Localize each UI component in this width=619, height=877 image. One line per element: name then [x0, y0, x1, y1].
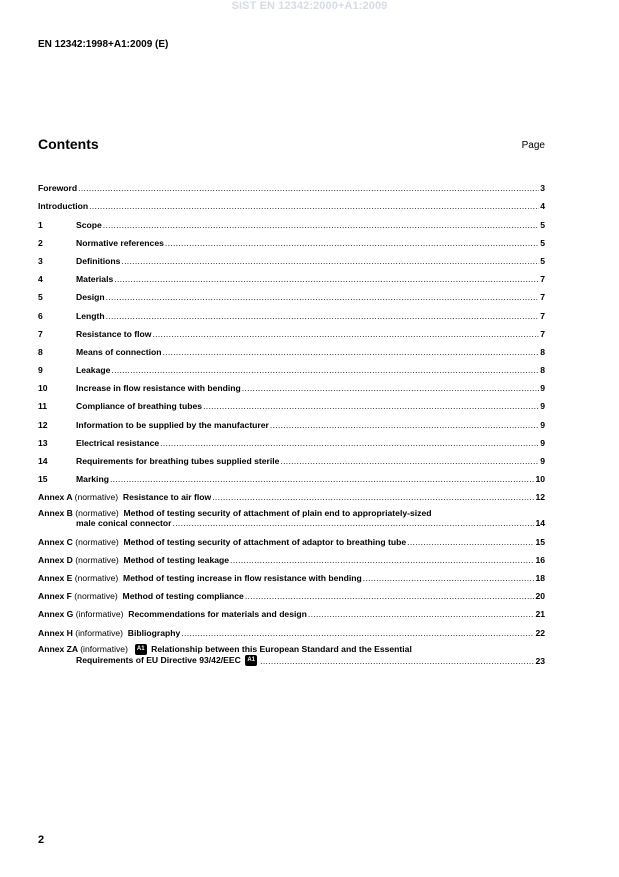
toc-annex-c[interactable]: Annex C (normative) Method of testing security of attachment of adaptor to breathing tube ..... 15	[38, 528, 545, 546]
dot-leader	[78, 183, 539, 193]
toc-entry[interactable]: 9 Leakage ..... 8	[38, 357, 545, 375]
dot-leader	[173, 518, 535, 528]
dot-leader	[245, 591, 535, 601]
toc-entry[interactable]: 15 Marking ..... 10	[38, 466, 545, 484]
toc-annex-za[interactable]: Annex ZA (informative) A1 Relationship between this European Standard and the Essential Requirements of EU Directive 93/42/EEC A1 ..... 23	[38, 638, 545, 666]
dot-leader	[280, 456, 539, 466]
dot-leader	[106, 292, 540, 302]
dot-leader	[308, 609, 535, 619]
toc-entry[interactable]: 4 Materials ..... 7	[38, 266, 545, 284]
dot-leader	[160, 438, 539, 448]
page-column-label: Page	[521, 140, 545, 151]
toc-annex-b[interactable]: Annex B (normative) Method of testing security of attachment of plain end to appropriately-sized male conical connector ..... 14	[38, 502, 545, 528]
amendment-start-marker-icon: A1	[135, 644, 147, 655]
dot-leader	[162, 347, 539, 357]
toc-annex-g[interactable]: Annex G (informative) Recommendations for materials and design ..... 21	[38, 601, 545, 619]
toc-annex-a[interactable]: Annex A (normative) Resistance to air flow ..... 12	[38, 484, 545, 502]
toc-entry[interactable]: 11 Compliance of breathing tubes ..... 9	[38, 393, 545, 411]
toc-entry[interactable]: 10 Increase in flow resistance with bending ..... 9	[38, 375, 545, 393]
toc-entry[interactable]: 14 Requirements for breathing tubes supplied sterile ..... 9	[38, 448, 545, 466]
dot-leader	[103, 220, 539, 230]
toc-entry[interactable]: 5 Design ..... 7	[38, 284, 545, 302]
toc-entry[interactable]: 7 Resistance to flow ..... 7	[38, 321, 545, 339]
dot-leader	[407, 537, 534, 547]
toc-entry-foreword[interactable]: Foreword ..... 3	[38, 175, 545, 193]
dot-leader	[260, 656, 534, 666]
dot-leader	[212, 492, 534, 502]
toc-entry[interactable]: 2 Normative references ..... 5	[38, 230, 545, 248]
dot-leader	[203, 401, 539, 411]
dot-leader	[110, 474, 534, 484]
document-id: EN 12342:1998+A1:2009 (E)	[38, 39, 169, 50]
dot-leader	[121, 256, 539, 266]
toc-annex-e[interactable]: Annex E (normative) Method of testing increase in flow resistance with bending ..... 18	[38, 565, 545, 583]
dot-leader	[242, 383, 539, 393]
dot-leader	[114, 274, 539, 284]
toc-annex-d[interactable]: Annex D (normative) Method of testing leakage ..... 16	[38, 547, 545, 565]
dot-leader	[111, 365, 539, 375]
dot-leader	[152, 329, 539, 339]
toc-entry[interactable]: 12 Information to be supplied by the manufacturer ..... 9	[38, 411, 545, 429]
dot-leader	[165, 238, 539, 248]
toc-entry[interactable]: 6 Length ..... 7	[38, 302, 545, 320]
toc-entry[interactable]: 3 Definitions ..... 5	[38, 248, 545, 266]
toc-annex-h[interactable]: Annex H (informative) Bibliography ..... 22	[38, 619, 545, 637]
toc-entry[interactable]: 13 Electrical resistance ..... 9	[38, 430, 545, 448]
dot-leader	[230, 555, 534, 565]
contents-title: Contents	[38, 136, 99, 152]
dot-leader	[89, 201, 539, 211]
toc-entry-introduction[interactable]: Introduction ..... 4	[38, 193, 545, 211]
page-number: 2	[38, 834, 45, 846]
toc-annex-f[interactable]: Annex F (normative) Method of testing compliance ..... 20	[38, 583, 545, 601]
watermark: SIST EN 12342:2000+A1:2009	[231, 0, 388, 12]
dot-leader	[106, 311, 540, 321]
dot-leader	[270, 420, 539, 430]
table-of-contents	[38, 175, 545, 666]
dot-leader	[181, 628, 534, 638]
toc-entry[interactable]: 1 Scope ..... 5	[38, 211, 545, 229]
dot-leader	[363, 573, 535, 583]
amendment-end-marker-icon: A1	[245, 655, 257, 666]
toc-entry[interactable]: 8 Means of connection ..... 8	[38, 339, 545, 357]
